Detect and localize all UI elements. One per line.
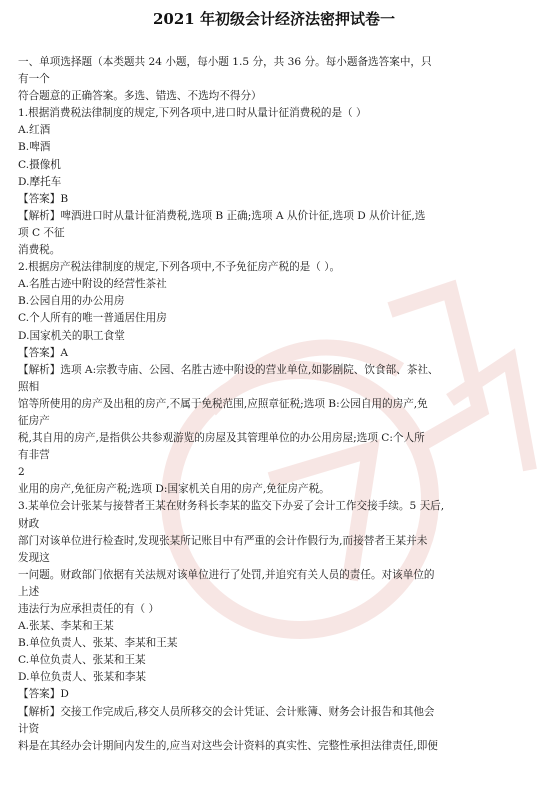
text-line: 3.某单位会计张某与接替者王某在财务科长李某的监交下办妥了会计工作交接手续。5 天后, <box>18 500 445 513</box>
text-line: A.名胜古迹中附设的经营性茶社 <box>18 278 167 291</box>
text-line: C.摄像机 <box>18 158 61 171</box>
text-line: 业用的房产,免征房产税;选项 D:国家机关自用的房产,免征房产税。 <box>18 483 330 496</box>
document-title: 2021 年初级会计经济法密押试卷一 <box>153 10 395 28</box>
text-line: A.张某、李某和王某 <box>18 620 114 633</box>
text-line: 上述 <box>18 585 40 598</box>
document-body <box>18 54 530 755</box>
text-line: 【解析】啤酒进口时从量计征消费税,选项 B 正确;选项 A 从价计征,选项 D 从价计征,选 <box>18 209 426 222</box>
text-line: 【答案】B <box>18 192 69 205</box>
text-line: D.单位负责人、张某和李某 <box>18 671 147 684</box>
text-line: 1.根据消费税法律制度的规定,下列各项中,进口时从量计征消费税的是（ ） <box>18 107 367 120</box>
text-line: B.啤酒 <box>18 141 51 154</box>
text-line: C.单位负责人、张某和王某 <box>18 654 146 667</box>
text-line: D.国家机关的职工食堂 <box>18 329 125 342</box>
text-line: 【解析】交接工作完成后,移交人员所移交的会计凭证、会计账簿、财务会计报告和其他会 <box>18 705 435 718</box>
text-line: 照相 <box>18 380 40 393</box>
text-line: D.摩托车 <box>18 175 62 188</box>
text-line: 【解析】选项 A:宗教寺庙、公园、名胜古迹中附设的营业单位,如影剧院、饮食部、茶社、 <box>18 363 439 376</box>
text-line: 有一个 <box>18 73 50 86</box>
text-line: B.单位负责人、张某、李某和王某 <box>18 637 178 650</box>
text-line: B.公园自用的办公用房 <box>18 295 125 308</box>
text-line: 一、单项选择题（本类题共 24 小题，每小题 1.5 分，共 36 分。每小题备选答案中，只 <box>18 56 432 68</box>
text-line: 有非营 <box>18 449 50 462</box>
text-line: 征房产 <box>18 414 50 427</box>
text-line: 项 C 不征 <box>18 226 65 239</box>
text-line: 财政 <box>18 517 40 530</box>
text-line: C.个人所有的唯一普通居住用房 <box>18 312 167 325</box>
text-line: 2 <box>18 466 25 479</box>
text-line: 违法行为应承担责任的有（ ） <box>18 603 160 615</box>
text-line: 一问题。财政部门依据有关法规对该单位进行了处罚,并追究有关人员的责任。对该单位的 <box>18 568 435 581</box>
text-line: 2.根据房产税法律制度的规定,下列各项中,不予免征房产税的是（ ）。 <box>18 261 341 274</box>
text-line: A.红酒 <box>18 124 51 137</box>
text-line: 消费税。 <box>18 244 61 257</box>
text-line: 【答案】D <box>18 688 69 701</box>
text-line: 部门对该单位进行检查时,发现张某所记账目中有严重的会计作假行为,而接替者王某并未 <box>18 534 428 547</box>
text-line: 【答案】A <box>18 346 69 359</box>
text-line: 料是在其经办会计期间内发生的,应当对这些会计资料的真实性、完整性承担法律责任,即便 <box>18 739 438 752</box>
text-line: 馆等所使用的房产及出租的房产,不属于免税范围,应照章征税;选项 B:公园自用的房产,免 <box>18 397 428 410</box>
text-line: 符合题意的正确答案。多选、错选、不选均不得分） <box>18 90 262 103</box>
text-line: 税,其自用的房产,是指供公共参观游览的房屋及其管理单位的办公用房屋;选项 C:个人所 <box>18 432 425 445</box>
text-line: 计资 <box>18 722 40 735</box>
text-line: 发现这 <box>18 551 50 564</box>
